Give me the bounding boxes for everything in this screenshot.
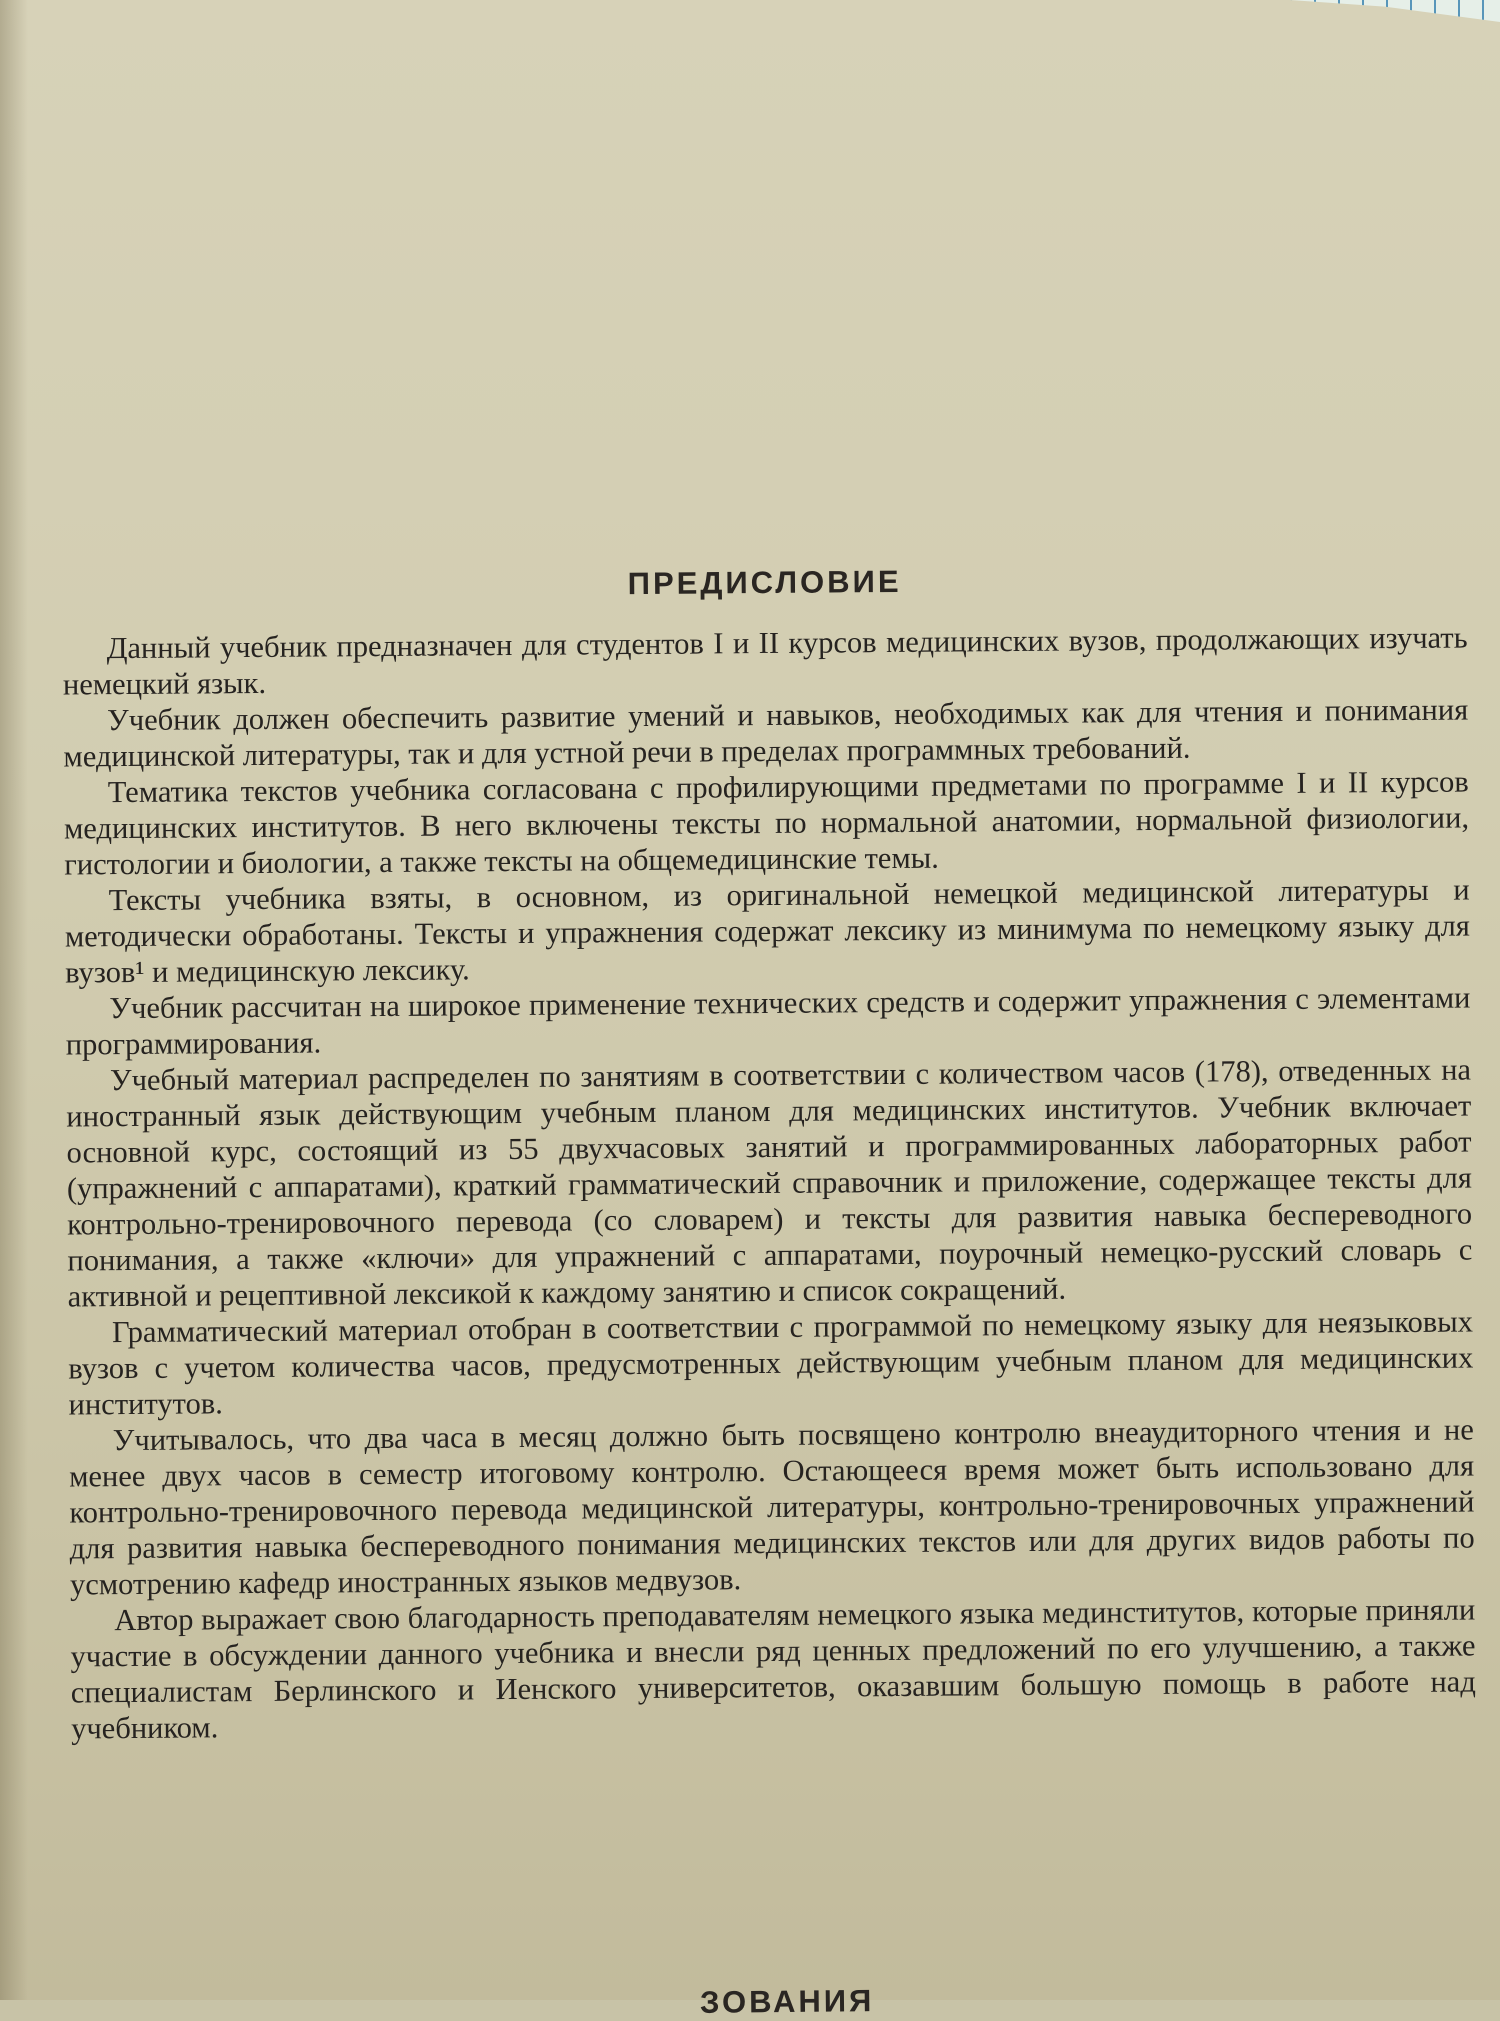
paragraph-6: Учебный материал распределен по занятиям в соответствии с количеством часов (178), отведенных на иностранный язык действующим учебным планом для медицинских институтов. Учебник включает основной курс, состоящий из 55 двухчасовых занятий и программированных лабораторных работ (упражнений с аппаратами), краткий грамматический справочник и приложение, содержащее тексты для контрольно-тренировочного перевода (со словарем) и тексты для развития навыка беспереводного понимания, а также «ключи» для упражнений с аппаратами, поурочный немецко-русский словарь с активной и рецептивной лексикой к каждому занятию и список сокращений.: [66, 1052, 1473, 1314]
paragraph-1: Данный учебник предназначен для студентов I и II курсов медицинских вузов, продолжающих изучать немецкий язык.: [62, 620, 1468, 702]
cut-off-section-heading: ЗОВАНИЯ: [699, 1983, 875, 2020]
paragraph-7: Грамматический материал отобран в соответствии с программой по немецкому языку для неязыковых вузов с учетом количества часов, предусмотренных действующим учебным планом для медицинских институтов.: [68, 1304, 1474, 1422]
paragraph-4: Тексты учебника взяты, в основном, из оригинальной немецкой медицинской литературы и методически обработаны. Тексты и упражнения содержат лексику из минимума по немецкому языку для вузов¹ и медицинскую лексику.: [64, 872, 1470, 990]
paragraph-5: Учебник рассчитан на широкое применение технических средств и содержит упражнения с элементами программирования.: [65, 980, 1471, 1062]
paragraph-9: Автор выражает свою благодарность преподавателям немецкого языка мединститутов, которые приняли участие в обсуждении данного учебника и внесли ряд ценных предложений по его улучшению, а также специалистам Берлинского и Иенского университетов, оказавшим большую помощь в работе над учебником.: [70, 1592, 1476, 1746]
foreword-text-block: [62, 559, 1476, 1746]
paragraph-8: Учитывалось, что два часа в месяц должно быть посвящено контролю внеаудиторного чтения и не менее двух часов в семестр итоговому контролю. Остающееся время может быть использовано для контрольно-тренировочного перевода медицинской литературы, контрольно-тренировочных упражнений для развития навыка беспереводного понимания медицинских текстов или для других видов работы по усмотрению кафедр иностранных языков медвузов.: [69, 1412, 1475, 1602]
page-edge-shadow: [0, 0, 28, 2000]
paragraph-2: Учебник должен обеспечить развитие умений и навыков, необходимых как для чтения и понимания медицинской литературы, так и для устной речи в пределах программных требований.: [63, 692, 1469, 774]
grid-paper-corner: [1290, 0, 1500, 22]
paragraph-3: Тематика текстов учебника согласована с профилирующими предметами по программе I и II курсов медицинских институтов. В него включены тексты по нормальной анатомии, нормальной физиологии, гистологии и биологии, а также тексты на общемедицинские темы.: [63, 764, 1470, 882]
page-title: ПРЕДИСЛОВИЕ: [627, 563, 902, 602]
